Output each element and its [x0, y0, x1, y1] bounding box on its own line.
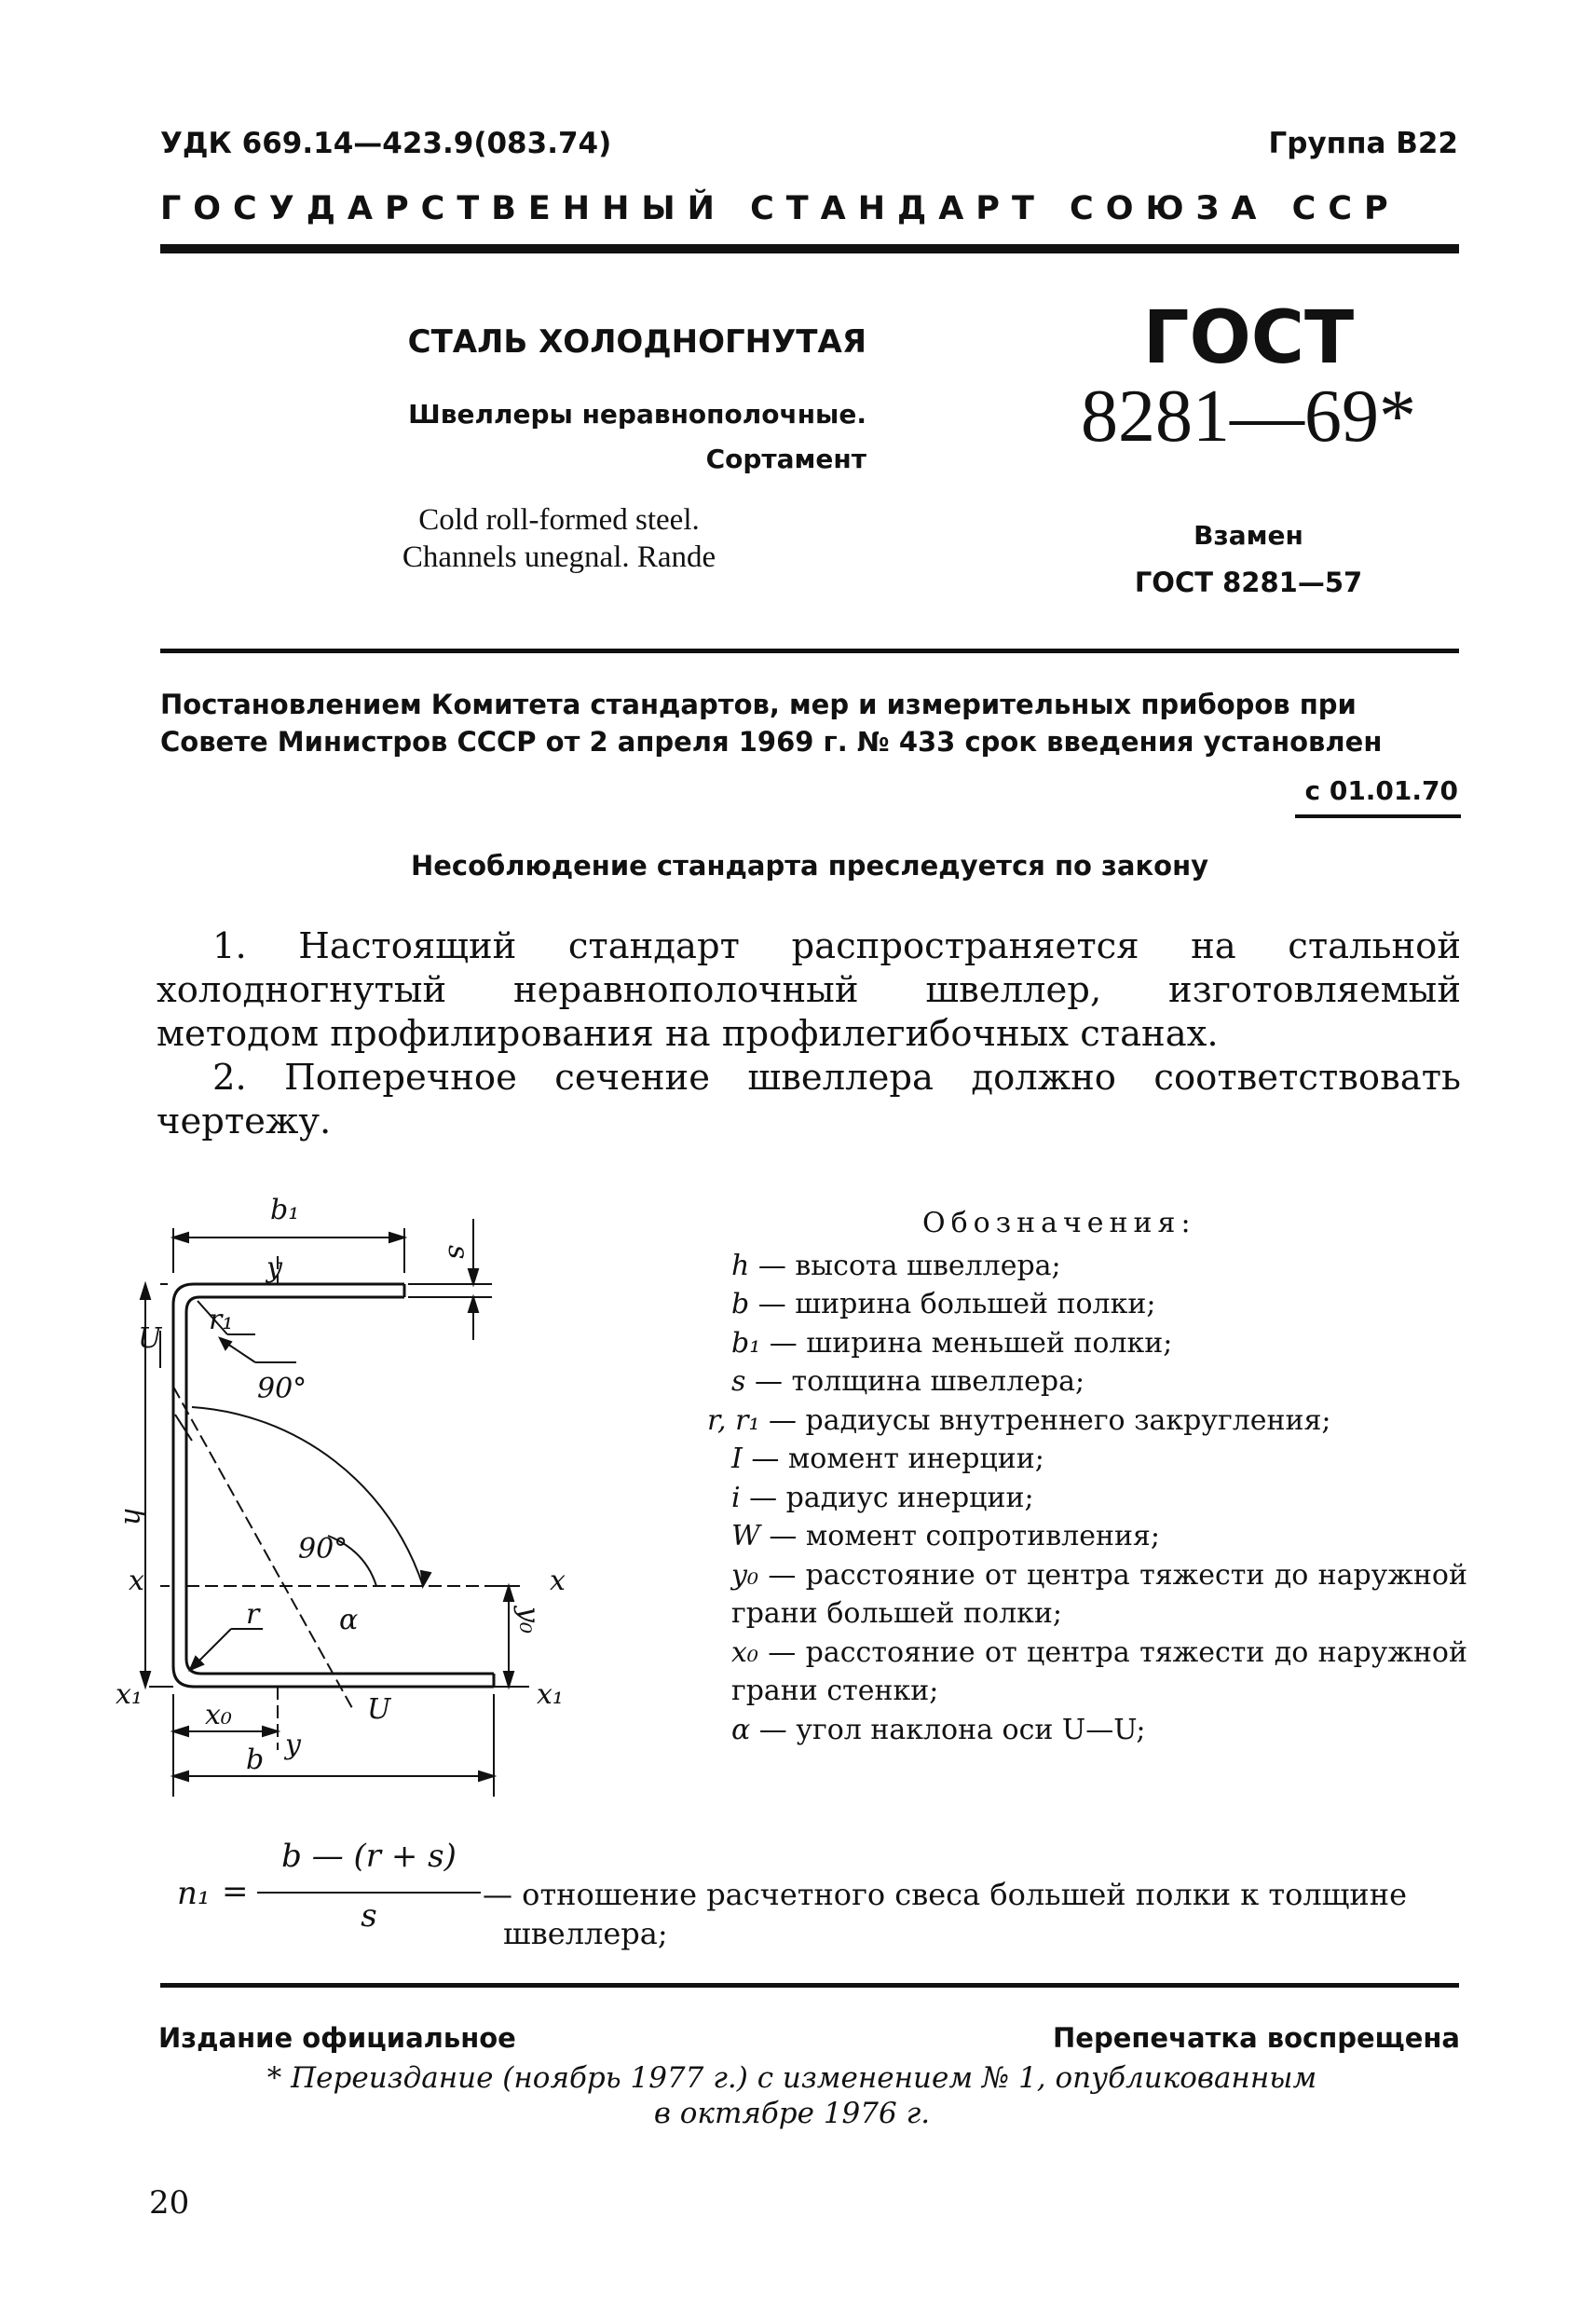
label-y-bottom: y — [285, 1729, 301, 1761]
legend-item: I — момент инерции; — [731, 1443, 1044, 1475]
label-y0: y₀ — [512, 1607, 545, 1634]
legend-item: W — момент сопротивления; — [731, 1520, 1160, 1552]
label-r: r — [246, 1598, 260, 1631]
channel-outer-contour — [173, 1284, 494, 1687]
legend-item: i — радиус инерции; — [731, 1481, 1034, 1514]
legend — [694, 1204, 1467, 1749]
label-r1: r₁ — [209, 1304, 234, 1336]
state-standard-banner: ГОСУДАРСТВЕННЫЙ СТАНДАРТ СОЮЗА ССР — [160, 190, 1400, 227]
footer-divider-rule — [160, 1983, 1459, 1988]
group-code: Группа В22 — [1268, 127, 1458, 160]
gost-number: 8281—69* — [1081, 376, 1416, 458]
label-b1: b₁ — [270, 1194, 300, 1226]
formula-numerator: b — (r + s) — [281, 1838, 457, 1875]
legend-item: b — ширина большей полки; — [731, 1288, 1156, 1320]
title-steel: СТАЛЬ ХОЛОДНОГНУТАЯ — [407, 323, 866, 361]
legend-heading: Обозначения: — [922, 1207, 1196, 1239]
formula-lhs: n₁ — [177, 1875, 211, 1912]
title-english-line1: Cold roll-formed steel. — [418, 503, 700, 537]
reissue-note-line2: в октябре 1976 г. — [653, 2097, 931, 2130]
channel-cross-section-drawing — [116, 1191, 585, 1825]
legend-item: x₀ — расстояние от центра тяжести до наружной грани стенки; — [731, 1635, 1467, 1707]
decree-text: Постановлением Комитета стандартов, мер и измерительных приборов при Совете Министров СССР от 2 апреля 1969 г. № 433 срок введения установлен — [160, 689, 1383, 758]
label-y-top: y — [266, 1251, 282, 1284]
violation-notice: Несоблюдение стандарта преследуется по закону — [410, 850, 1209, 882]
legend-item: h — высота швеллера; — [731, 1249, 1061, 1282]
gost-label: ГОСТ — [1142, 296, 1355, 380]
label-x0: x₀ — [205, 1699, 232, 1731]
legend-item: b₁ — ширина меньшей полки; — [731, 1326, 1173, 1360]
title-russian-line1: Швеллеры неравнополочные. — [408, 399, 866, 430]
date-underline — [1295, 814, 1461, 818]
effective-date: с 01.01.70 — [1304, 775, 1458, 806]
udk-code: УДК 669.14—423.9(083.74) — [160, 127, 612, 160]
paragraph-1: 1. Настоящий стандарт распространяется на стальной холодногнутый неравнополочный швеллер, изготовляемый методом профилирования на профилегибочных станах. — [157, 925, 1461, 1055]
title-russian-line2: Сортамент — [705, 444, 866, 474]
overhang-ratio-formula — [166, 1838, 1470, 1951]
label-h: h — [117, 1508, 150, 1526]
formula-description-line2: швеллера; — [503, 1916, 668, 1951]
page-number: 20 — [149, 2184, 190, 2222]
legend-item: s — толщина швеллера; — [731, 1365, 1085, 1398]
label-u-bottom: U — [367, 1693, 391, 1726]
fraction-bar — [257, 1892, 481, 1894]
title-divider-rule — [160, 649, 1459, 653]
formula-description-line1: — отношение расчетного свеса большей полки к толщине — [483, 1877, 1408, 1912]
label-x-right: x — [550, 1565, 566, 1597]
paragraph-2: 2. Поперечное сечение швеллера должно соответствовать чертежу. — [157, 1057, 1461, 1142]
legend-item: α — угол наклона оси U—U; — [731, 1713, 1146, 1746]
label-b: b — [246, 1744, 265, 1776]
label-x-left: x — [129, 1565, 144, 1597]
replaces-number: ГОСТ 8281—57 — [1134, 567, 1363, 598]
reprint-prohibited-label: Перепечатка воспрещена — [1053, 2022, 1460, 2054]
legend-item: y₀ — расстояние от центра тяжести до наружной грани большей полки; — [731, 1558, 1467, 1630]
header-thick-rule — [160, 244, 1459, 253]
label-x1-right: x₁ — [537, 1678, 564, 1711]
replaces-label: Взамен — [1194, 520, 1303, 551]
formula-equals: = — [222, 1873, 249, 1910]
label-x1-left: x₁ — [116, 1678, 143, 1711]
label-angle-top: 90° — [257, 1373, 307, 1405]
title-english-line2: Channels unegnal. Rande — [402, 540, 716, 574]
label-angle-mid: 90° — [298, 1533, 348, 1566]
legend-item: r, r₁ — радиусы внутреннего закругления; — [707, 1403, 1331, 1437]
label-s: s — [442, 1245, 474, 1260]
official-edition-label: Издание официальное — [158, 2022, 516, 2054]
label-u-left: U — [138, 1322, 162, 1355]
formula-denominator: s — [361, 1897, 377, 1935]
body-text — [157, 924, 1461, 1143]
reissue-note-line1: * Переиздание (ноябрь 1977 г.) с изменением № 1, опубликованным — [266, 2061, 1317, 2095]
label-alpha: α — [339, 1604, 359, 1636]
